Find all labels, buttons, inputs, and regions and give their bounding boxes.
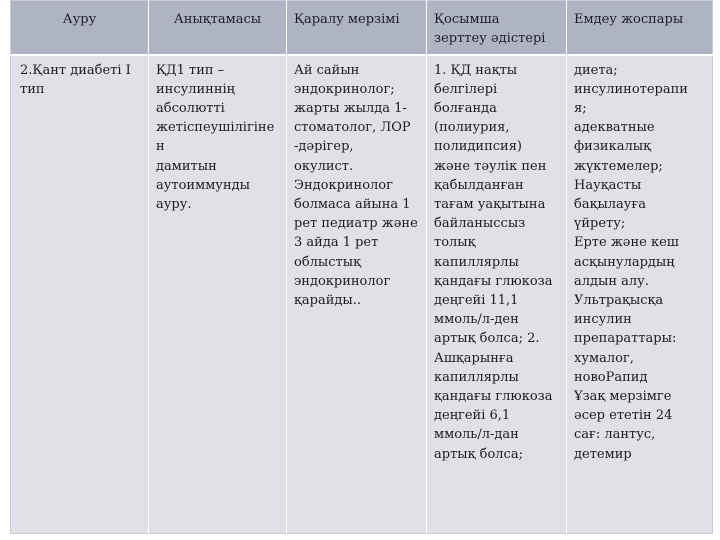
header-examination-schedule: Қаралу мерзімі (287, 1, 427, 55)
header-additional-methods: Қосымша зерттеу әдістері (427, 1, 567, 55)
table-header (11, 1, 713, 55)
cell-disease: 2.Қант диабеті І тип (11, 55, 149, 534)
header-definition: Анықтамасы (149, 1, 287, 55)
header-treatment-plan: Емдеу жоспары (567, 1, 713, 55)
table-row (11, 55, 713, 534)
header-row (11, 1, 713, 55)
header-disease: Ауру (11, 1, 149, 55)
cell-examination-schedule: Ай сайын эндокринолог; жарты жылда 1- стоматолог, ЛОР -дәрігер, окулист. Эндокринолог болмаса айына 1 рет педиатр және 3 айда 1 рет облыстық эндокринолог қарайды.. (287, 55, 427, 534)
diabetes-table (10, 0, 713, 534)
cell-additional-methods: 1. ҚД нақты белгілері болғанда (полиурия, полидипсия) және тәулік пен қабылданған тағам уақытына байланыссыз толық капиллярлы қандағы глюкоза деңгейі 11,1 ммоль/л-ден артық болса; 2. Ашқарынға капиллярлы қандағы глюкоза деңгейі 6,1 ммоль/л-дан артық болса; (427, 55, 567, 534)
cell-treatment-plan: диета; инсулинотерапи я; адекватные физикалық жүктемелер; Науқасты бақылауға үйрету; Ерте және кеш асқынулардың алдын алу. Ультрақысқа инсулин препараттары: хумалог, новоРапид Ұзақ мерзімге әсер ететін 24 сағ: лантус, детемир (567, 55, 713, 534)
table-body (11, 55, 713, 534)
cell-definition: ҚД1 тип – инсулиннің абсолютті жетіспеушілігінен дамитын аутоиммунды ауру. (149, 55, 287, 534)
